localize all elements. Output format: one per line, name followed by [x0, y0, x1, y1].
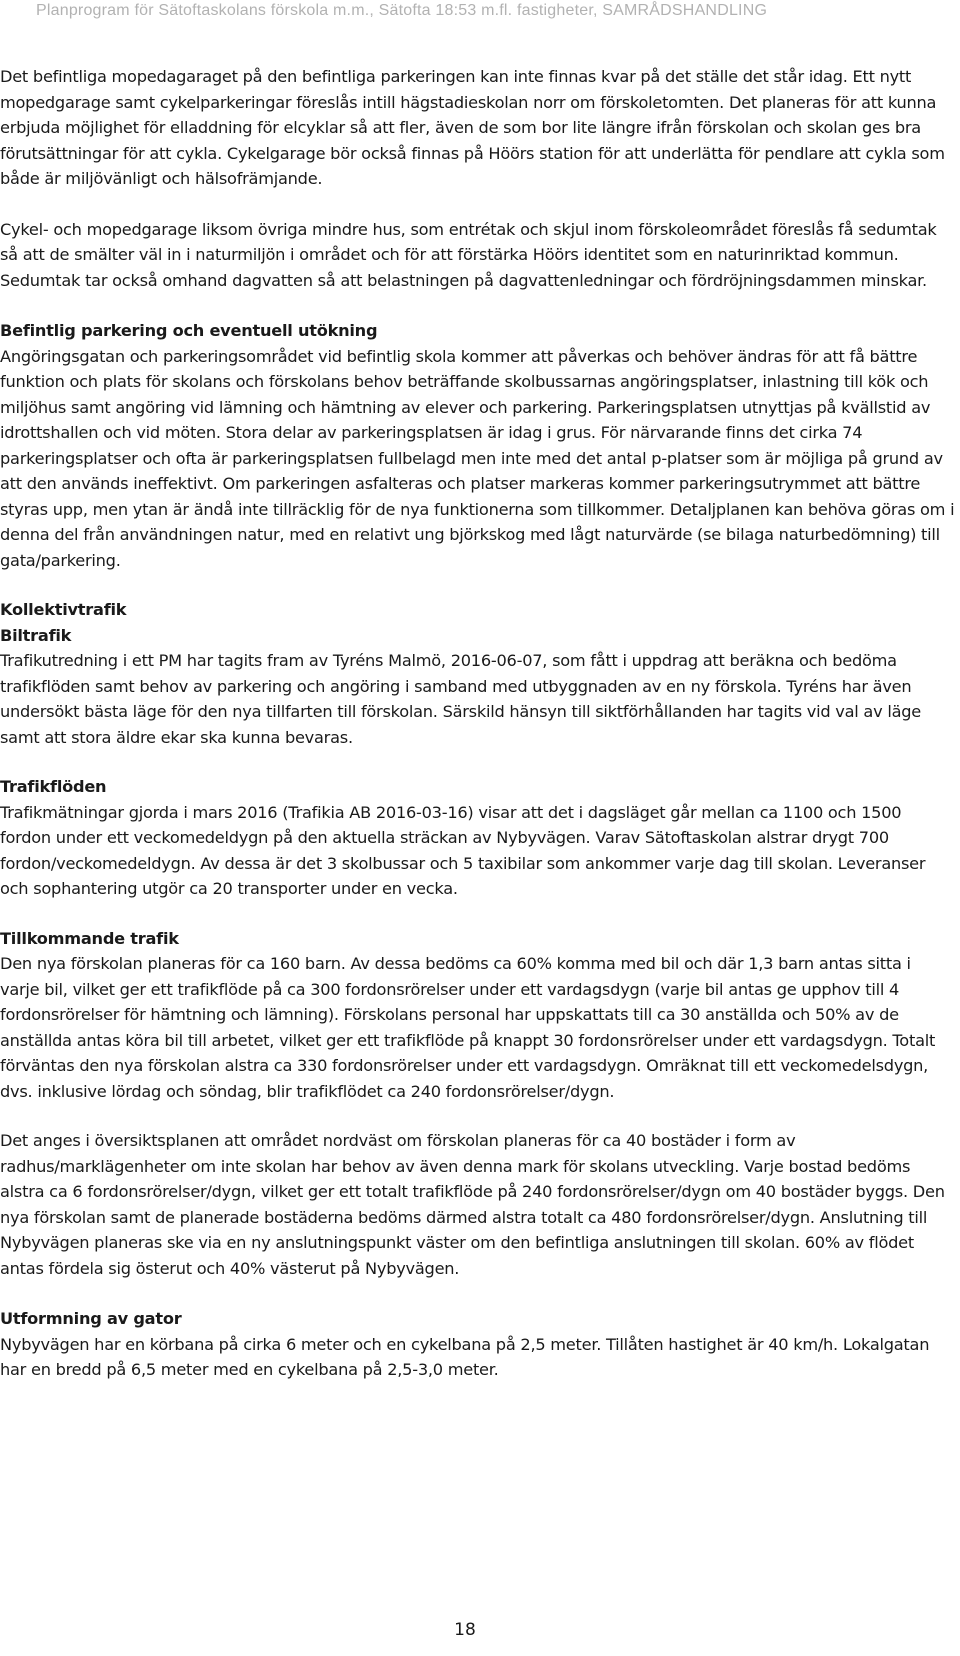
section-streets — [0, 1306, 955, 1383]
heading-tillkommande-trafik: Tillkommande trafik — [0, 928, 179, 948]
section-future-traffic — [0, 926, 955, 1105]
document-body — [0, 64, 955, 1407]
paragraph-trafikfloden: Trafikmätningar gjorda i mars 2016 (Trafikia AB 2016-03-16) visar att det i dagsläget går mellan ca 1100 och 1500 fordon under ett veckomedeldygn på den aktuella sträckan av Nybyvägen. Varav Sätoftaskolan alstrar drygt 700 fordon/veckomedeldygn. Av dessa är det 3 skolbussar och 5 taxibilar som ankommer varje dag till skolan. Leveranser och sophantering utgör ca 20 transporter under en vecka. — [0, 802, 926, 898]
paragraph-parking: Angöringsgatan och parkeringsområdet vid befintlig skola kommer att påverkas och behöver ändras för att få bättre funktion och plats för skolans och förskolans behov beträffande skolbussarnas angöringsplatser, inlastning till kök och miljöhus samt angöring vid lämning och hämtning av elever och parkering. Parkeringsplatsen utnyttjas på kvällstid av idrottshallen och vid möten. Stora delar av parkeringsplatsen är idag i grus. För närvarande finns det cirka 74 parkeringsplatser och ofta är parkeringsplatsen fullbelagd men inte med det antal p-platser som är möjliga på grund av att den används ineffektivt. Om parkeringen asfalteras och platser markeras kommer parkeringsutrymmet att bättre styras upp, men ytan är ändå inte tillräcklig för de nya funktionerna som tillkommer. Detaljplanen kan behöva göras om i denna del från användningen natur, med en relativt ung björkskog med lågt naturvärde (se bilaga naturbedömning) till gata/parkering. — [0, 346, 955, 570]
heading-kollektivtrafik: Kollektivtrafik — [0, 600, 127, 619]
heading-parking: Befintlig parkering och eventuell utökning — [0, 321, 378, 340]
section-traffic-flows — [0, 774, 955, 902]
heading-utformning-av-gator: Utformning av gator — [0, 1309, 182, 1328]
heading-biltrafik: Biltrafik — [0, 625, 72, 645]
paragraph-biltrafik: Trafikutredning i ett PM har tagits fram av Tyréns Malmö, 2016-06-07, som fått i uppdrag att beräkna och bedöma trafikflöden samt behov av parkering och angöring i samband med utbyggnaden av en ny förskola. Tyréns har även undersökt bästa läge för den nya tillfarten till förskolan. Särskild hänsyn till siktförhållanden har tagits vid val av läge samt att stora äldre ekar ska kunna bevaras. — [0, 651, 921, 747]
paragraph-moped-garage: Det befintliga mopedagaraget på den befintliga parkeringen kan inte finnas kvar på det ställe det står idag. Ett nytt mopedgarage samt cykelparkeringar föreslås intill hägstadieskolan norr om förskoletomten. Det planeras för att kunna erbjuda möjlighet för elladdning för elcyklar så att fler, även de som bor lite längre ifrån förskolan och skolan ges bra förutsättningar för att cykla. Cykelgarage bör också finnas på Höörs station för att underlätta för pendlare att cykla som både är miljövänligt och hälsofrämjande. — [0, 67, 945, 188]
paragraph-utformning-av-gator: Nybyvägen har en körbana på cirka 6 meter och en cykelbana på 2,5 meter. Tillåten hastighet är 40 km/h. Lokalgatan har en bredd på 6,5 meter med en cykelbana på 2,5-3,0 meter. — [0, 1334, 930, 1379]
paragraph-sedum-roofs: Cykel- och mopedgarage liksom övriga mindre hus, som entrétak och skjul inom förskoleområdet föreslås få sedumtak så att de smälter väl in i naturmiljön i området och för att förstärka Höörs identitet som en naturinriktad kommun. Sedumtak tar också omhand dagvatten så att belastningen på dagvattenledningar och fördröjningsdammen minskar. — [0, 219, 937, 290]
page-number: 18 — [454, 1620, 476, 1640]
paragraph-housing-traffic: Det anges i översiktsplanen att området nordväst om förskolan planeras för ca 40 bostäder i form av radhus/marklägenheter om inte skolan har behov av även denna mark för skolans utveckling. Varje bostad bedöms alstra ca 6 fordonsrörelser/dygn, vilket ger ett totalt trafikflöde på 240 fordonsrörelser/dygn om 40 bostäder byggs. Den nya förskolan samt de planerade bostäderna bedöms därmed alstra totalt ca 480 fordonsrörelser/dygn. Anslutning till Nybyvägen planeras ske via en ny anslutningspunkt väster om den befintliga anslutningen till skolan. 60% av flödet antas fördela sig österut och 40% västerut på Nybyvägen. — [0, 1131, 945, 1278]
heading-trafikfloden: Trafikflöden — [0, 777, 107, 796]
page-header: Planprogram för Sätoftaskolans förskola m.m., Sätofta 18:53 m.fl. fastigheter, SAMRÅDSHANDLING — [36, 2, 768, 19]
section-traffic — [0, 597, 955, 750]
paragraph-tillkommande-trafik: Den nya förskolan planeras för ca 160 barn. Av dessa bedöms ca 60% komma med bil och där 1,3 barn antas sitta i varje bil, vilket ger ett trafikflöde på ca 300 fordonsrörelser under ett vardagsdygn (varje bil antas ge upphov till 4 fordonsrörelser för hämtning och lämning). Förskolans personal har uppskattats till ca 30 anställda och 50% av de anställda antas köra bil till arbetet, vilket ger ett trafikflöde på knappt 30 fordonsrörelser under ett vardagsdygn. Totalt förväntas den nya förskolan alstra ca 330 fordonsrörelser under ett vardagsdygn. Omräknat till ett veckomedelsdygn, dvs. inklusive lördag och söndag, blir trafikflödet ca 240 fordonsrörelser/dygn. — [0, 954, 936, 1101]
section-parking — [0, 318, 955, 573]
